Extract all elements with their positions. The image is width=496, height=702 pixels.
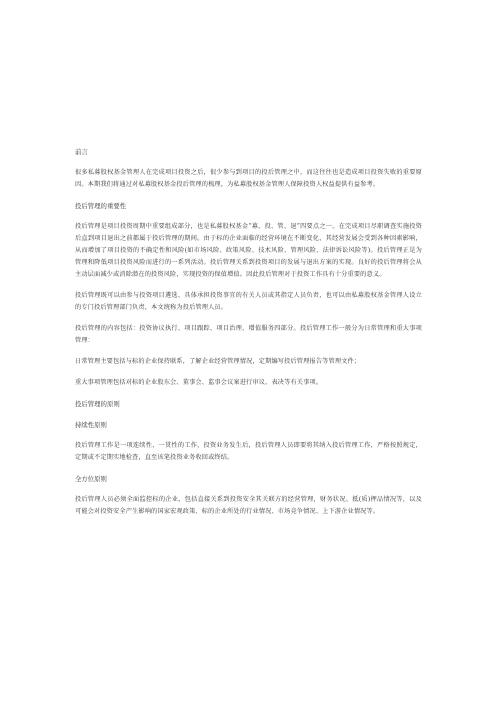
continuity-heading: 持续性原则 [75,421,107,429]
principles-heading: 投后管理的原则 [75,400,120,408]
comprehensive-paragraph: 投后管理人员必须全面监控标的企业，包括直接关系到投资安全其关联方的经营管理，财务状况、抵(质)押品情况等，以及可能会对投资安全产生影响的国家宏观政策、标的企业所处的行业情况、市场竞争情况、上下游企业情况等。 [75,496,422,515]
content-paragraph: 投后管理的内容包括：投资协议执行、项目跟踪、项目治理、增值服务四部分。投后管理工作一般分为日常管理和重大事项管理： [75,325,422,344]
preface-heading: 前言 [75,148,88,156]
importance-heading: 投后管理的重要性 [75,202,127,210]
importance-paragraph: 投后管理是项目投资周期中重要组成部分，也是私募股权基金“募、投、管、退”四要点之一。在完成项目尽职调查实施投资后直到项目退出之前都属于投后管理的期间。由于标的企业面临的经营环境在不断变化，其经营发展会受到各种因素影响，从而增加了项目投资的不确定性和风险(如市场风险、政策风险、技术风险、管理风险、法律诉讼风险等)。投后管理正是为管理和降低项目投资风险而进行的一系列活动。投后管理关系到投资项目的发展与退出方案的实现。良好的投后管理将会从主动层面减少或消除潜在的投资风险，实现投资的保值增值。因此投后管理对于投资工作具有十分重要的意义。 [75,223,422,278]
daily-management-paragraph: 日常管理主要包括与标的企业保持联系，了解企业经营管理情况，定期编写投后管理报告等管理文件； [75,358,361,365]
executor-paragraph: 投后管理既可以由参与投资项目遴选、具体承担投资事宜的有关人员或其指定人员负责，也可以由私募股权基金管理人设立的专门投后管理部门负责，本文统称为投后管理人员。 [75,292,422,311]
preface-paragraph: 很多私募股权基金管理人在完成项目投资之后，很少参与到项目的投后管理之中，而这往往也是造成项目投资失败的重要原因。本期我们将通过对私募股权基金投后管理的梳理，为私募股权基金管理人保障投资人权益提供有益参考。 [75,169,422,188]
continuity-paragraph: 投后管理工作是一项连续性、一贯性的工作，投资业务发生后，投后管理人员即要将其纳入投后管理工作，严格按照规定，定期或不定期实地检查，直至该笔投资业务收回或终结。 [75,442,422,461]
major-matters-paragraph: 重大事项管理包括对标的企业股东会、董事会、监事会议案进行审议、表决等有关事项。 [75,379,323,386]
comprehensive-heading: 全方位原则 [75,475,107,483]
